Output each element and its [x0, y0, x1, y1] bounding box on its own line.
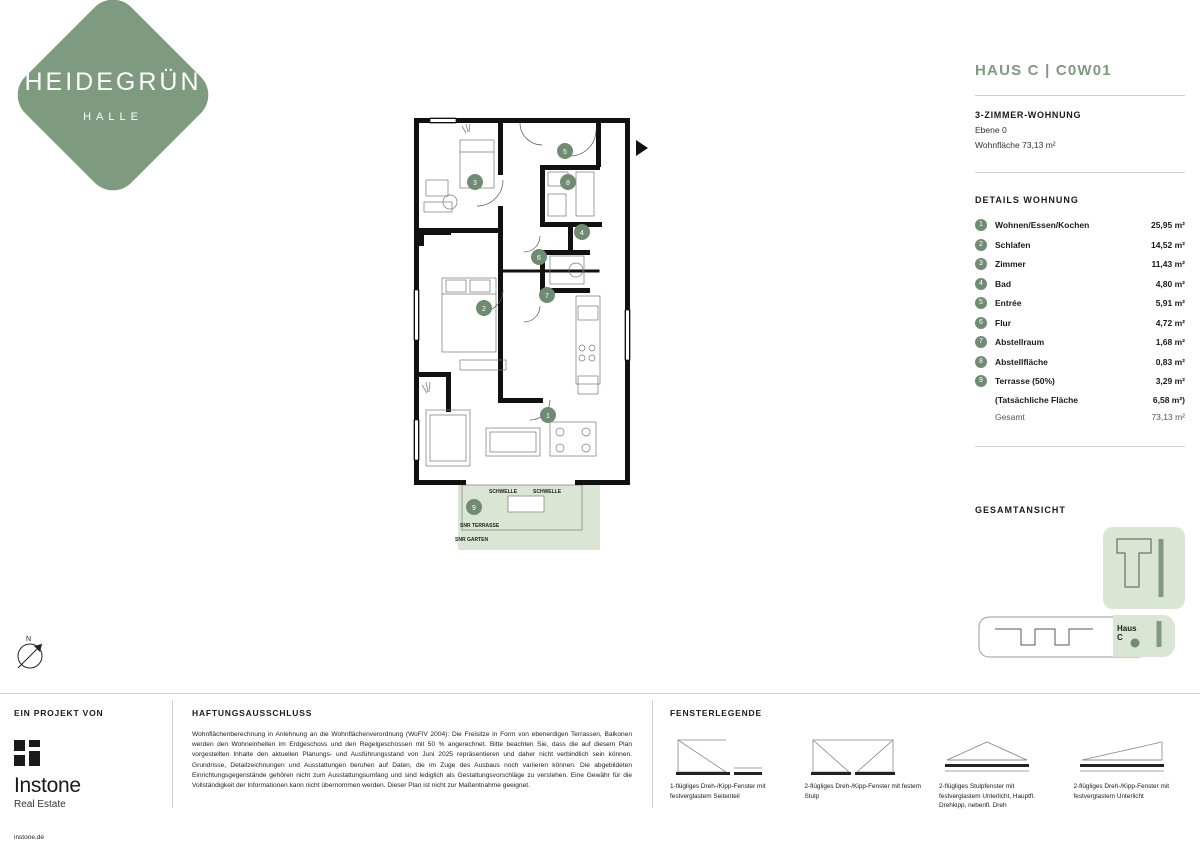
unit-living-area: Wohnfläche 73,13 m²: [975, 140, 1056, 150]
divider: [975, 446, 1185, 447]
window-legend-block: [670, 708, 1190, 811]
table-row: [975, 239, 1185, 251]
room-name: Schlafen: [995, 239, 1031, 250]
room-number: 6: [975, 317, 987, 329]
instone-url[interactable]: instone.de: [14, 834, 44, 841]
compass-icon: [12, 638, 52, 672]
list-item: [670, 734, 787, 811]
room-area: 0,83 m²: [1155, 356, 1185, 367]
plan-marker-7: 7: [545, 293, 549, 300]
room-number: 4: [975, 278, 987, 290]
divider: [975, 172, 1185, 173]
floor-plan-drawing: [400, 110, 650, 550]
room-name: Flur: [995, 317, 1012, 328]
list-item: [939, 734, 1056, 811]
room-number: 1: [975, 219, 987, 231]
table-row: [975, 375, 1185, 387]
plan-marker-6: 6: [537, 255, 541, 262]
footer-vertical-divider: [172, 700, 173, 808]
label-schwelle-right: SCHWELLE: [533, 489, 562, 495]
unit-type: 3-ZIMMER-WOHNUNG: [975, 110, 1082, 120]
logo-name: HEIDEGRÜN: [24, 68, 202, 96]
site-overview: [975, 505, 1187, 655]
plan-marker-1: 1: [546, 413, 550, 420]
room-number: 2: [975, 239, 987, 251]
window-caption: 2-flügliges Dreh-/Kipp-Fenster mit festem Stulp: [804, 783, 921, 800]
window-legend-items: [670, 734, 1190, 811]
room-area: 25,95 m²: [1150, 220, 1185, 230]
room-list: [975, 219, 1185, 422]
total-value: 73,13 m²: [1151, 412, 1185, 422]
table-row: [975, 278, 1185, 290]
brand-logo: [18, 10, 208, 200]
plan-marker-5: 5: [563, 149, 567, 156]
actual-area-value: 6,58 m²): [1152, 394, 1185, 405]
list-item: [1074, 734, 1191, 811]
room-number: 9: [975, 375, 987, 387]
floor-plan: [400, 110, 650, 550]
room-name: Abstellfläche: [995, 356, 1048, 367]
instone-logo-icon: [14, 740, 40, 766]
window-symbol-1-icon: [670, 734, 782, 776]
room-name: Wohnen/Essen/Kochen: [995, 220, 1090, 230]
label-snr-garten: SNR GARTEN: [455, 537, 489, 543]
plan-marker-8: 8: [566, 180, 570, 187]
window-caption: 2-flügliges Dreh-/Kipp-Fenster mit festverglastem Unterlicht: [1073, 783, 1170, 800]
room-name: Terrasse (50%): [995, 376, 1055, 386]
plan-marker-2: 2: [482, 306, 486, 313]
label-snr-terrasse: SNR TERRASSE: [460, 523, 500, 529]
project-by-block: [14, 708, 164, 841]
overview-house-label-2: C: [1117, 633, 1123, 642]
room-name: Entrée: [995, 298, 1022, 308]
table-row-actual-area: [975, 395, 1185, 405]
total-label: Gesamt: [995, 412, 1025, 422]
room-area: 4,72 m²: [1155, 317, 1185, 328]
table-row: [975, 336, 1185, 348]
footer-divider: [0, 693, 1200, 694]
window-symbol-2-icon: [805, 734, 917, 776]
plan-marker-9: 9: [472, 505, 476, 512]
table-row: [975, 297, 1185, 309]
room-area: 5,91 m²: [1155, 298, 1185, 308]
compass-rose: [12, 638, 52, 678]
room-number: 7: [975, 336, 987, 348]
room-number: 8: [975, 356, 987, 368]
table-row: [975, 317, 1185, 329]
divider: [975, 95, 1185, 96]
actual-area-label: (Tatsächliche Fläche: [995, 394, 1078, 405]
table-row-total: [975, 412, 1185, 422]
window-legend-heading: FENSTERLEGENDE: [670, 708, 762, 718]
compass-north-label: N: [26, 636, 32, 643]
table-row: [975, 258, 1185, 270]
disclaimer-text: Wohnflächenberechnung in Anlehnung an die Wohnflächenverordnung (WoFlV 2004): Die Freisitze in Form von ebenerdigen Terrassen, Balkonen werden den Wohneinheiten im Erdgeschoss und den Regelgeschossen mit 50 % angerechnet. Bitte beachten Sie, dass die auf diesem Plan vorgestellten Inhalte den aktuellen Planungs- und Ausführungsstand von Juni 2025 repräsentieren und daher nicht verbindlich sein können. Grundrisse, Detailzeichnungen und Ausstattungen beruhen auf Daten, die im Zuge des Ausbaus noch variieren können. Die abgebildeten Einrichtungsgegenstände gehören nicht zum Ausstattungsumfang und sind lediglich als Gestaltungsvorschläge zu verstehen. Eine Gewähr für die Vollständigkeit der Informationen kann nicht übernommen werden. Dieser Plan ist nicht zur Maßentnahme geeignet.: [192, 731, 632, 790]
room-area: 14,52 m²: [1150, 239, 1185, 250]
room-area: 1,68 m²: [1155, 337, 1185, 347]
window-caption: 2-flügliges Stulpfenster mit festverglastem Unterlicht, Hauptfl. Drehkipp, nebenfl. Dreh: [939, 783, 1035, 810]
page-title: HAUS C | C0W01: [975, 62, 1112, 79]
table-row: [975, 356, 1185, 368]
room-area: 4,80 m²: [1155, 278, 1185, 289]
details-heading: DETAILS WOHNUNG: [975, 195, 1079, 205]
room-name: Zimmer: [995, 259, 1026, 269]
overview-map: [975, 525, 1187, 660]
disclaimer-heading: HAFTUNGSAUSSCHLUSS: [192, 708, 313, 718]
plan-marker-4: 4: [580, 230, 584, 237]
unit-info-panel: [975, 62, 1185, 461]
window-symbol-4-icon: [1074, 734, 1186, 776]
room-name: Bad: [995, 278, 1012, 289]
label-schwelle-left: SCHWELLE: [489, 489, 518, 495]
logo-city: HALLE: [83, 111, 143, 123]
overview-heading: GESAMTANSICHT: [975, 505, 1066, 515]
room-area: 3,29 m²: [1155, 376, 1185, 386]
table-row: [975, 219, 1185, 231]
room-number: 5: [975, 297, 987, 309]
window-symbol-3-icon: [939, 734, 1051, 776]
logo-text: [18, 68, 208, 123]
window-caption: 1-flügliges Dreh-/Kipp-Fenster mit festverglastem Seitenteil: [670, 783, 766, 800]
project-heading: EIN PROJEKT VON: [14, 708, 104, 718]
unit-level: Ebene 0: [975, 125, 1007, 135]
list-item: [805, 734, 922, 811]
room-name: Abstellraum: [995, 337, 1045, 347]
instone-name: Instone: [14, 774, 81, 797]
footer-vertical-divider: [652, 700, 653, 808]
plan-marker-3: 3: [473, 180, 477, 187]
room-number: 3: [975, 258, 987, 270]
room-area: 11,43 m²: [1151, 259, 1185, 269]
instone-subname: Real Estate: [14, 799, 66, 810]
overview-house-label-1: Haus: [1117, 624, 1137, 633]
disclaimer-block: [192, 708, 632, 791]
